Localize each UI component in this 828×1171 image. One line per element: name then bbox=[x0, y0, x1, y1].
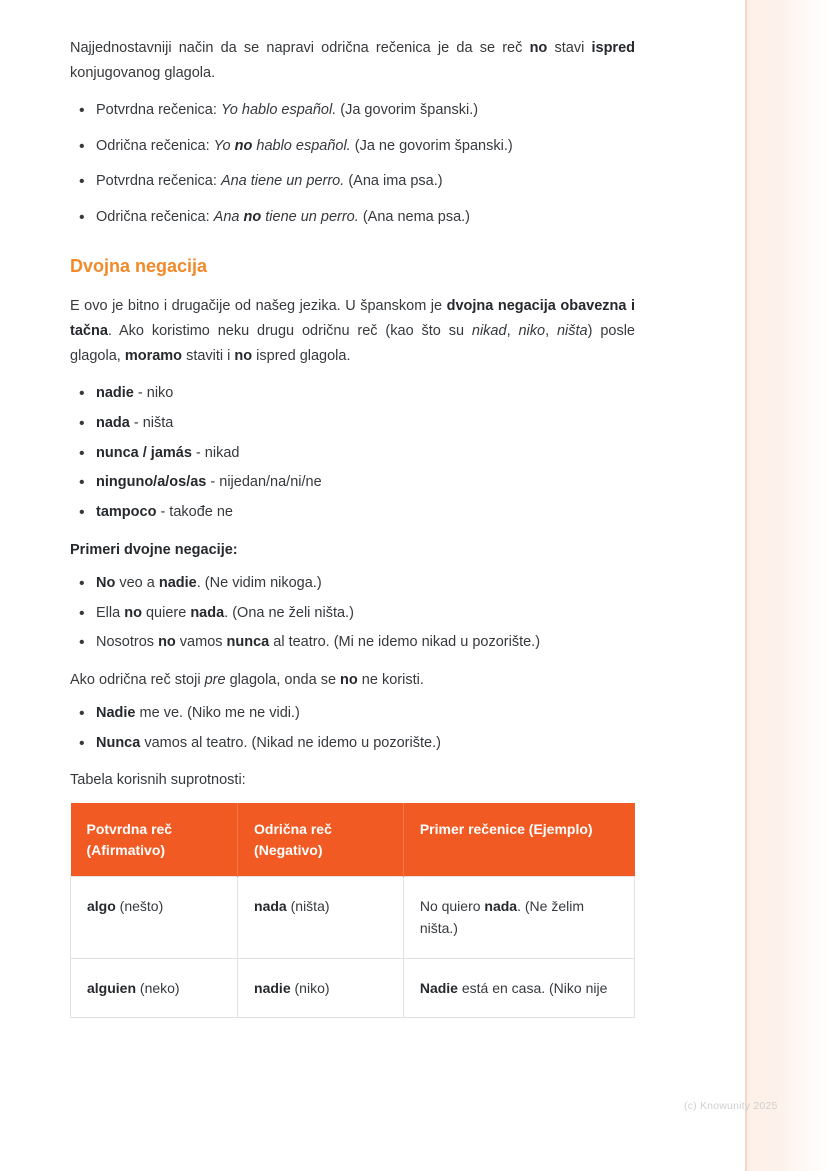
cell-bold: algo bbox=[87, 897, 116, 914]
cell-post: está en casa. (Niko nije bbox=[457, 979, 608, 996]
cell-bold: nada bbox=[254, 897, 287, 914]
example-text-1: veo a bbox=[115, 574, 159, 591]
table-header-row bbox=[71, 803, 635, 876]
list-item bbox=[70, 502, 635, 524]
example-bold-1: No bbox=[96, 574, 116, 591]
section-text-7: ispred glagola. bbox=[252, 348, 351, 365]
example-text-2: quiere bbox=[141, 604, 191, 621]
examples-title bbox=[70, 538, 635, 563]
example-text-2: . (Ne vidim nikoga.) bbox=[196, 574, 322, 591]
pre-rule-example-list bbox=[70, 703, 635, 755]
cell-bold: Nadie bbox=[419, 979, 458, 996]
list-item bbox=[70, 472, 635, 494]
negative-word-meaning: - niko bbox=[133, 385, 174, 402]
table-header-example: Primer rečenice (Ejemplo) bbox=[403, 803, 634, 876]
negative-word-meaning: - ništa bbox=[129, 414, 174, 431]
table-cell-affirmative bbox=[71, 876, 238, 958]
example-translation: (Ana nema psa.) bbox=[362, 209, 471, 226]
negative-word-term: nunca / jamás bbox=[96, 444, 192, 461]
table-cell-affirmative bbox=[71, 958, 238, 1017]
example-spanish-post: tiene un perro. bbox=[261, 209, 359, 226]
negative-word-term: nada bbox=[96, 414, 130, 431]
section-italic-1: nikad bbox=[471, 323, 507, 340]
section-text-3: , bbox=[506, 323, 519, 340]
example-translation: (Ja govorim španski.) bbox=[340, 101, 479, 118]
example-lead: Odrična rečenica: bbox=[96, 137, 210, 154]
document-content bbox=[70, 36, 635, 1018]
section-text-6: staviti i bbox=[182, 348, 235, 365]
table-cell-example bbox=[403, 876, 634, 958]
list-item bbox=[70, 573, 635, 595]
list-item bbox=[70, 733, 635, 755]
pre-rule-text-3: ne koristi. bbox=[357, 672, 424, 689]
pre-rule-example-term: Nunca bbox=[96, 734, 141, 751]
example-text-3: al teatro. (Mi ne idemo nikad u pozorište.) bbox=[269, 634, 541, 651]
intro-text-1: Najjednostavniji način da se napravi odrična rečenica je da se reč bbox=[70, 40, 530, 56]
cell-rest: (niko) bbox=[290, 979, 330, 996]
list-item bbox=[70, 136, 635, 158]
table-intro: Tabela korisnih suprotnosti: bbox=[70, 772, 246, 789]
negative-word-meaning: - nijedan/na/ni/ne bbox=[206, 474, 322, 491]
negative-word-term: nadie bbox=[96, 385, 134, 402]
example-bold-3: nada bbox=[190, 604, 225, 621]
table-row bbox=[71, 958, 635, 1017]
section-bold-2: moramo bbox=[124, 348, 183, 365]
section-italic-2: niko bbox=[518, 323, 546, 340]
table-cell-negative bbox=[238, 958, 404, 1017]
negative-word-term: ninguno/a/os/as bbox=[96, 474, 207, 491]
example-spanish-post: hablo español. bbox=[252, 137, 351, 154]
intro-text-2: stavi bbox=[547, 40, 592, 56]
example-text-1: Nosotros bbox=[96, 634, 159, 651]
example-spanish-bold: no bbox=[234, 137, 253, 154]
examples-title-text: Primeri dvojne negacije: bbox=[70, 541, 238, 558]
contrast-table bbox=[70, 803, 635, 1018]
list-item bbox=[70, 413, 635, 435]
example-bold-2: nadie bbox=[158, 574, 197, 591]
example-spanish bbox=[214, 209, 359, 225]
list-item bbox=[70, 632, 635, 654]
pre-rule-bold-1: no bbox=[340, 672, 358, 689]
pre-rule-text-1: Ako odrična reč stoji bbox=[70, 672, 205, 689]
cell-rest: (nešto) bbox=[115, 897, 164, 914]
negative-words-list bbox=[70, 383, 635, 524]
example-lead: Potvrdna rečenica: bbox=[96, 101, 217, 118]
example-spanish: Yo hablo español. bbox=[220, 101, 337, 118]
watermark: (c) Knowunity 2025 bbox=[684, 1100, 778, 1112]
pre-rule-example-rest: me ve. (Niko me ne vidi.) bbox=[135, 704, 300, 721]
example-translation: (Ana ima psa.) bbox=[348, 173, 443, 190]
example-lead: Odrična rečenica: bbox=[96, 209, 210, 226]
pre-rule-italic-1: pre bbox=[204, 672, 226, 689]
list-item bbox=[70, 207, 635, 229]
section-bold-1: dvojna negacija obavezna i tačna bbox=[70, 298, 635, 340]
cell-pre: No quiero bbox=[419, 897, 485, 914]
list-item bbox=[70, 703, 635, 725]
section-text-4: , bbox=[545, 323, 557, 340]
right-strip-divider bbox=[745, 0, 747, 1171]
section-paragraph bbox=[70, 294, 635, 369]
section-bold-3: no bbox=[234, 348, 253, 365]
intro-example-list bbox=[70, 100, 635, 229]
negative-word-term: tampoco bbox=[96, 504, 157, 521]
negative-word-meaning: - nikad bbox=[191, 444, 240, 461]
section-text-1: E ovo je bitno i drugačije od našeg jezika. U španskom je bbox=[70, 298, 447, 315]
table-cell-example bbox=[403, 958, 634, 1017]
section-text-2: . Ako koristimo neku drugu odričnu reč (kao što su bbox=[107, 323, 472, 340]
intro-paragraph bbox=[70, 36, 635, 86]
example-spanish-pre: Ana bbox=[213, 209, 244, 226]
example-spanish bbox=[214, 138, 351, 154]
list-item bbox=[70, 443, 635, 465]
cell-post: . (Ne želim ništa.) bbox=[419, 897, 585, 937]
double-negation-example-list bbox=[70, 573, 635, 654]
section-italic-3: ništa bbox=[556, 323, 588, 340]
cell-rest: (neko) bbox=[136, 979, 180, 996]
pre-rule-example-term: Nadie bbox=[96, 704, 136, 721]
table-header bbox=[71, 803, 635, 876]
table-cell-negative bbox=[238, 876, 404, 958]
negative-word-meaning: - takođe ne bbox=[156, 504, 233, 521]
example-spanish-pre: Yo bbox=[213, 137, 235, 154]
list-item bbox=[70, 603, 635, 625]
example-bold-3: nunca bbox=[226, 634, 270, 651]
example-spanish: Ana tiene un perro. bbox=[220, 173, 345, 190]
table-body bbox=[71, 876, 635, 1017]
example-spanish-bold: no bbox=[243, 209, 262, 226]
pre-rule-text-2: glagola, onda se bbox=[225, 672, 341, 689]
cell-bold: nada bbox=[484, 897, 518, 914]
example-text-3: . (Ona ne želi ništa.) bbox=[224, 604, 354, 621]
intro-bold-1: no bbox=[529, 40, 548, 56]
table-header-affirmative: Potvrdna reč (Afirmativo) bbox=[71, 803, 238, 876]
pre-rule-paragraph bbox=[70, 668, 635, 693]
table-row bbox=[71, 876, 635, 958]
intro-text-3: konjugovanog glagola. bbox=[70, 64, 216, 81]
cell-bold: alguien bbox=[87, 979, 137, 996]
cell-bold: nadie bbox=[254, 979, 291, 996]
list-item bbox=[70, 171, 635, 193]
cell-rest: (ništa) bbox=[286, 897, 330, 914]
list-item bbox=[70, 100, 635, 122]
pre-rule-example-rest: vamos al teatro. (Nikad ne idemo u pozorište.) bbox=[140, 734, 441, 751]
example-bold-2: no bbox=[124, 604, 142, 621]
example-translation: (Ja ne govorim španski.) bbox=[354, 137, 513, 154]
example-lead: Potvrdna rečenica: bbox=[96, 173, 217, 190]
example-bold-2: no bbox=[158, 634, 176, 651]
table-header-negative: Odrična reč (Negativo) bbox=[238, 803, 404, 876]
section-text-5: ) posle glagola, bbox=[70, 323, 635, 365]
example-text-2: vamos bbox=[175, 634, 227, 651]
section-heading-dvojna-negacija: Dvojna negacija bbox=[70, 255, 208, 276]
right-decorative-strip bbox=[745, 0, 828, 1171]
list-item bbox=[70, 383, 635, 405]
intro-bold-2: ispred bbox=[591, 40, 635, 56]
example-text-1: Ella bbox=[96, 604, 125, 621]
